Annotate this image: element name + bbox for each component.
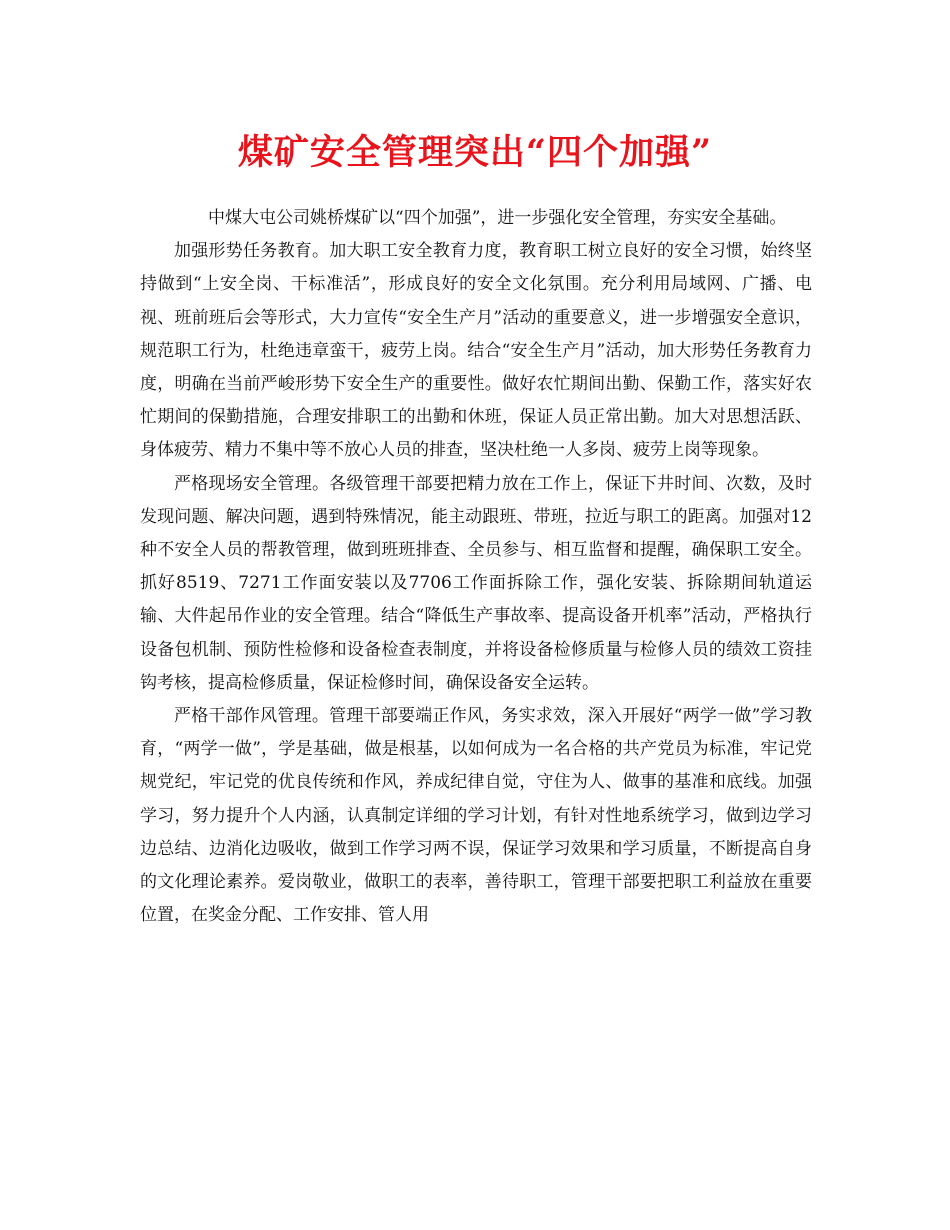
- paragraph-cadre-conduct: 严格干部作风管理。管理干部要端正作风，务实求效，深入开展好“两学一做”学习教育，“两学一做”，学是基础，做是根基，以如何成为一名合格的共产党员为标准，牢记党规党纪，牢记党的优良传统和作风，养成纪律自觉，守住为人、做事的基准和底线。加强学习，努力提升个人内涵，认真制定详细的学习计划，有针对性地系统学习，做到边学习边总结、边消化边吸收，做到工作学习两不误，保证学习效果和学习质量，不断提高自身的文化理论素养。爱岗敬业，做职工的表率，善待职工，管理干部要把职工利益放在重要位置，在奖金分配、工作安排、管人用: [140, 706, 812, 926]
- paragraph-education: 加强形势任务教育。加大职工安全教育力度，教育职工树立良好的安全习惯，始终坚持做到“上安全岗、干标准活”，形成良好的安全文化氛围。充分利用局域网、广播、电视、班前班后会等形式，大力宣传“安全生产月”活动的重要意义，进一步增强安全意识，规范职工行为，杜绝违章蛮干，疲劳上岗。结合“安全生产月”活动，加大形势任务教育力度，明确在当前严峻形势下安全生产的重要性。做好农忙期间出勤、保勤工作，落实好农忙期间的保勤措施，合理安排职工的出勤和休班，保证人员正常出勤。加大对思想活跃、身体疲劳、精力不集中等不放心人员的排查，坚决杜绝一人多岗、疲劳上岗等现象。: [140, 241, 812, 461]
- intro-paragraph: 中煤大屯公司姚桥煤矿以“四个加强”，进一步强化安全管理，夯实安全基础。: [208, 208, 787, 228]
- paragraph-site-safety: 严格现场安全管理。各级管理干部要把精力放在工作上，保证下井时间、次数，及时发现问题、解决问题，遇到特殊情况，能主动跟班、带班，拉近与职工的距离。加强对12种不安全人员的帮教管理，做到班班排查、全员参与、相互监督和提醒，确保职工安全。抓好8519、7271工作面安装以及7706工作面拆除工作，强化安装、拆除期间轨道运输、大件起吊作业的安全管理。结合“降低生产事故率、提高设备开机率”活动，严格执行设备包机制、预防性检修和设备检查表制度，并将设备检修质量与检修人员的绩效工资挂钩考核，提高检修质量，保证检修时间，确保设备安全运转。: [140, 473, 812, 693]
- document-body: [140, 202, 812, 932]
- document-title: 煤矿安全管理突出“四个加强”: [237, 132, 713, 173]
